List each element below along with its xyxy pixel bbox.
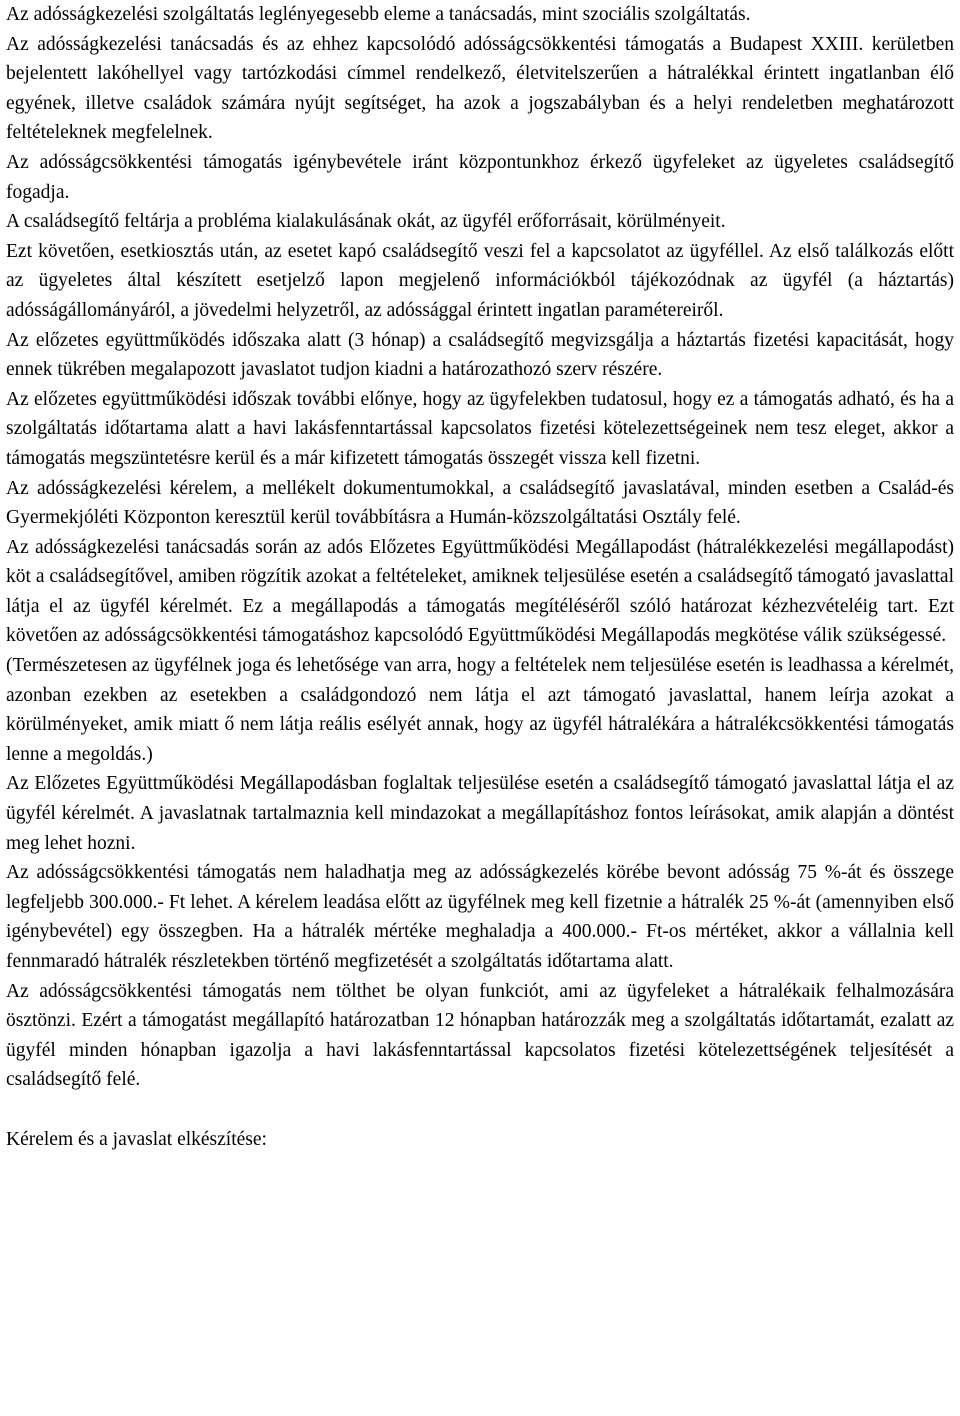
paragraph-preliminary-benefit: Az előzetes együttműködési időszak további előnye, hogy az ügyfelekben tudatosul, hogy ez a támogatás adható, és ha a szolgáltatás időtartama alatt a havi lakásfenntartással kapcsolatos fizetési kötelezettségeinek nem tesz eleget, akkor a támogatás megszüntetésre kerül és a már kifizetett támogatás összegét vissza kell fizetni. (6, 388, 954, 469)
paragraph-duration: Az adósságcsökkentési támogatás nem tölthet be olyan funkciót, ami az ügyfeleket a hátralékaik felhalmozására ösztönzi. Ezért a támogatást megállapító határozatban 12 hónapban határozzák meg a szolgáltatás időtartamát, ezalatt az ügyfél minden hónapban igazolja a havi lakásfenntartással kapcsolatos fizetési kötelezettségének teljesítését a családsegítő felé. (6, 980, 954, 1091)
paragraph-assessment: A családsegítő feltárja a probléma kialakulásának okát, az ügyfél erőforrásait, körülményeit. (6, 211, 726, 233)
paragraph-preliminary-period: Az előzetes együttműködés időszaka alatt (3 hónap) a családsegítő megvizsgálja a háztartás fizetési kapacitását, hogy ennek tükrében megalapozott javaslatot tudjon kiadni a határozathozó szerv részére. (6, 329, 954, 381)
paragraph-service-core: Az adósságkezelési szolgáltatás leglényegesebb eleme a tanácsadás, mint szociális szolgáltatás. (6, 4, 751, 25)
paragraph-recommendation: Az Előzetes Együttműködési Megállapodásban foglaltak teljesülése esetén a családsegítő támogató javaslattal látja el az ügyfél kérelmét. A javaslatnak tartalmaznia kell mindazokat a megállapításhoz fontos leírásokat, amik alapján a döntést meg lehet hozni. (6, 773, 954, 854)
section-heading: Kérelem és a javaslat elkészítése: (6, 1128, 267, 1150)
blank-line (6, 1095, 954, 1125)
paragraph-intake: Az adósságcsökkentési támogatás igénybevétele iránt központunkhoz érkező ügyfeleket az ügyeletes családsegítő fogadja. (6, 151, 954, 203)
paragraph-amount-limits: Az adósságcsökkentési támogatás nem haladhatja meg az adósságkezelés körébe bevont adósság 75 %-át és összege legfeljebb 300.000.- Ft lehet. A kérelem leadása előtt az ügyfélnek meg kell fizetnie a hátralék 25 %-át (amennyiben első igénybevétel) egy összegben. Ha a hátralék mértéke meghaladja a 400.000.- Ft-os mértéket, akkor a vállalnia kell fennmaradó hátralék részletekben történő megfizetését a szolgáltatás időtartama alatt. (6, 862, 954, 972)
paragraph-agreement: Az adósságkezelési tanácsadás során az adós Előzetes Együttműködési Megállapodást (hátralékkezelési megállapodást) köt a családsegítővel, amiben rögzítik azokat a feltételeket, amiknek teljesülése esetén a családsegítő támogató javaslattal látja el az ügyfél kérelmét. Ez a megállapodás a támogatás megítéléséről szóló határozat kézhezvételéig tart. Ezt követően az adósságcsökkentési támogatáshoz kapcsolódó Együttműködési Megállapodás megkötése válik szükségessé. (6, 536, 954, 647)
document-page (6, 0, 954, 1154)
paragraph-client-rights: (Természetesen az ügyfélnek joga és lehetősége van arra, hogy a feltételek nem teljesülése esetén is leadhassa a kérelmét, azonban ezekben az esetekben a családgondozó nem látja el azt támogató javaslattal, hanem leírja azokat a körülményeket, amik miatt ő nem látja reális esélyét annak, hogy az ügyfél hátralékára a hátralékcsökkentési támogatás lenne a megoldás.) (6, 655, 954, 765)
paragraph-application-forwarding: Az adósságkezelési kérelem, a mellékelt dokumentumokkal, a családsegítő javaslatával, minden esetben a Család-és Gyermekjóléti Központon keresztül kerül továbbításra a Humán-közszolgáltatási Osztály felé. (6, 477, 954, 529)
paragraph-case-assignment: Ezt követően, esetkiosztás után, az esetet kapó családsegítő veszi fel a kapcsolatot az ügyféllel. Az első találkozás előtt az ügyeletes által készített esetjelző lapon megjelenő információkból tájékozódnak az ügyfél (a háztartás) adósságállományáról, a jövedelmi helyzetről, az adóssággal érintett ingatlan paramétereiről. (6, 240, 954, 321)
paragraph-eligibility: Az adósságkezelési tanácsadás és az ehhez kapcsolódó adósságcsökkentési támogatás a Budapest XXIII. kerületben bejelentett lakóhellyel vagy tartózkodási címmel rendelkező, életvitelszerűen a hátralékkal érintett ingatlanban élő egyének, illetve családok számára nyújt segítséget, ha azok a jogszabályban és a helyi rendeletben meghatározott feltételeknek megfelelnek. (6, 33, 954, 144)
